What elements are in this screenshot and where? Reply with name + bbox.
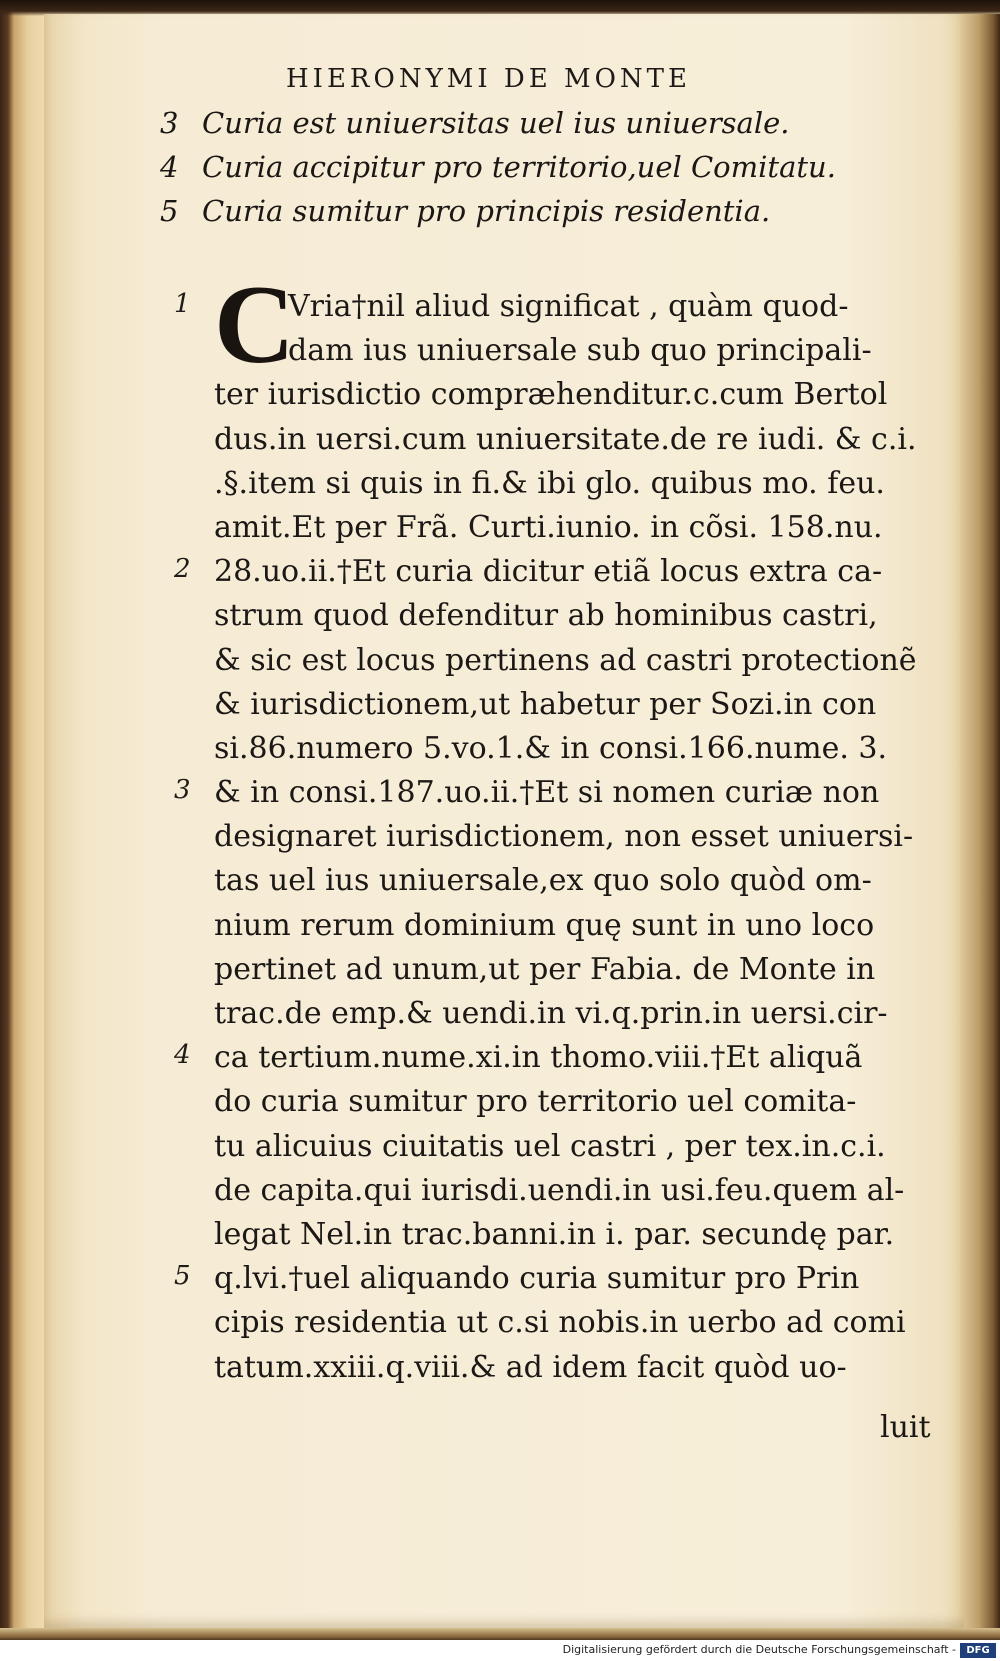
body-line: ca tertium.nume.xi.in thomo.viii.†Et aliquã [214, 1040, 863, 1076]
summary-number: 3 [160, 106, 179, 140]
body-line: dam ius uniuersale sub quo principali- [288, 333, 872, 369]
summary-item [160, 106, 790, 140]
body-line: dus.in uersi.cum uniuersitate.de re iudi. & c.i. [214, 421, 917, 457]
body-line: pertinet ad unum,ut per Fabia. de Monte in [214, 951, 876, 987]
body-line: & iurisdictionem,ut habetur per Sozi.in con [214, 686, 877, 722]
body-line: tatum.xxiii.q.viii.& ad idem facit quòd uo- [214, 1349, 847, 1385]
catchword: luit [880, 1410, 931, 1445]
body-line: si.86.numero 5.vo.1.& in consi.166.nume. 3. [214, 730, 888, 766]
body-line: legat Nel.in trac.banni.in i. par. secundę par. [214, 1216, 895, 1252]
body-line: ter iurisdictio compræhenditur.c.cum Bertol [214, 377, 888, 413]
margin-number: 1 [174, 289, 191, 319]
margin-number: 2 [174, 554, 191, 584]
body-line: trac.de emp.& uendi.in vi.q.prin.in uersi.cir- [214, 996, 888, 1031]
body-line: de capita.qui iurisdi.uendi.in usi.feu.quem al- [214, 1172, 905, 1208]
body-line: tas uel ius uniuersale,ex quo solo quòd om- [214, 863, 872, 899]
footer-credit: Digitalisierung gefördert durch die Deutsche Forschungsgemeinschaft - [562, 1643, 956, 1656]
body-line: 28.uo.ii.†Et curia dicitur etiã locus extra ca- [214, 554, 883, 590]
summary-text: Curia est uniuersitas uel ius uniuersale. [202, 106, 790, 140]
body-line: tu alicuius ciuitatis uel castri , per tex.in.c.i. [214, 1128, 886, 1164]
summary-item [160, 150, 836, 184]
body-line: nium rerum dominium quę sunt in uno loco [214, 907, 875, 943]
margin-number: 4 [174, 1040, 191, 1070]
body-line: & in consi.187.uo.ii.†Et si nomen curiæ non [214, 775, 880, 811]
summary-number: 4 [160, 150, 179, 184]
body-line: cipis residentia ut c.si nobis.in uerbo ad comi [214, 1305, 906, 1341]
footer [0, 1640, 1000, 1661]
summary-item [160, 194, 770, 228]
body-line: amit.Et per Frã. Curti.iunio. in cõsi. 158.nu. [214, 509, 883, 545]
body-line: strum quod defenditur ab hominibus castri, [214, 598, 878, 634]
body-line: do curia sumitur pro territorio uel comita- [214, 1084, 857, 1120]
drop-cap: C [214, 263, 295, 387]
summary-number: 5 [160, 194, 179, 228]
body-line: designaret iurisdictionem, non esset uniuersi- [214, 819, 914, 855]
body-line: & sic est locus pertinens ad castri protectionẽ [214, 642, 917, 678]
summary-text: Curia sumitur pro principis residentia. [202, 194, 771, 228]
margin-number: 5 [174, 1261, 191, 1291]
running-head: HIERONYMI DE MONTE [286, 64, 691, 94]
body-line: q.lvi.†uel aliquando curia sumitur pro Prin [214, 1261, 860, 1297]
dfg-logo: DFG [960, 1643, 996, 1658]
body-text [214, 285, 934, 1390]
body-line: Vria†nil aliud significat , quàm quod- [288, 289, 849, 324]
body-line: .§.item si quis in fi.& ibi glo. quibus mo. feu. [214, 465, 885, 501]
margin-number: 3 [174, 775, 191, 805]
summary-text: Curia accipitur pro territorio,uel Comitatu. [202, 150, 836, 184]
page-right-edge [964, 14, 1000, 1634]
